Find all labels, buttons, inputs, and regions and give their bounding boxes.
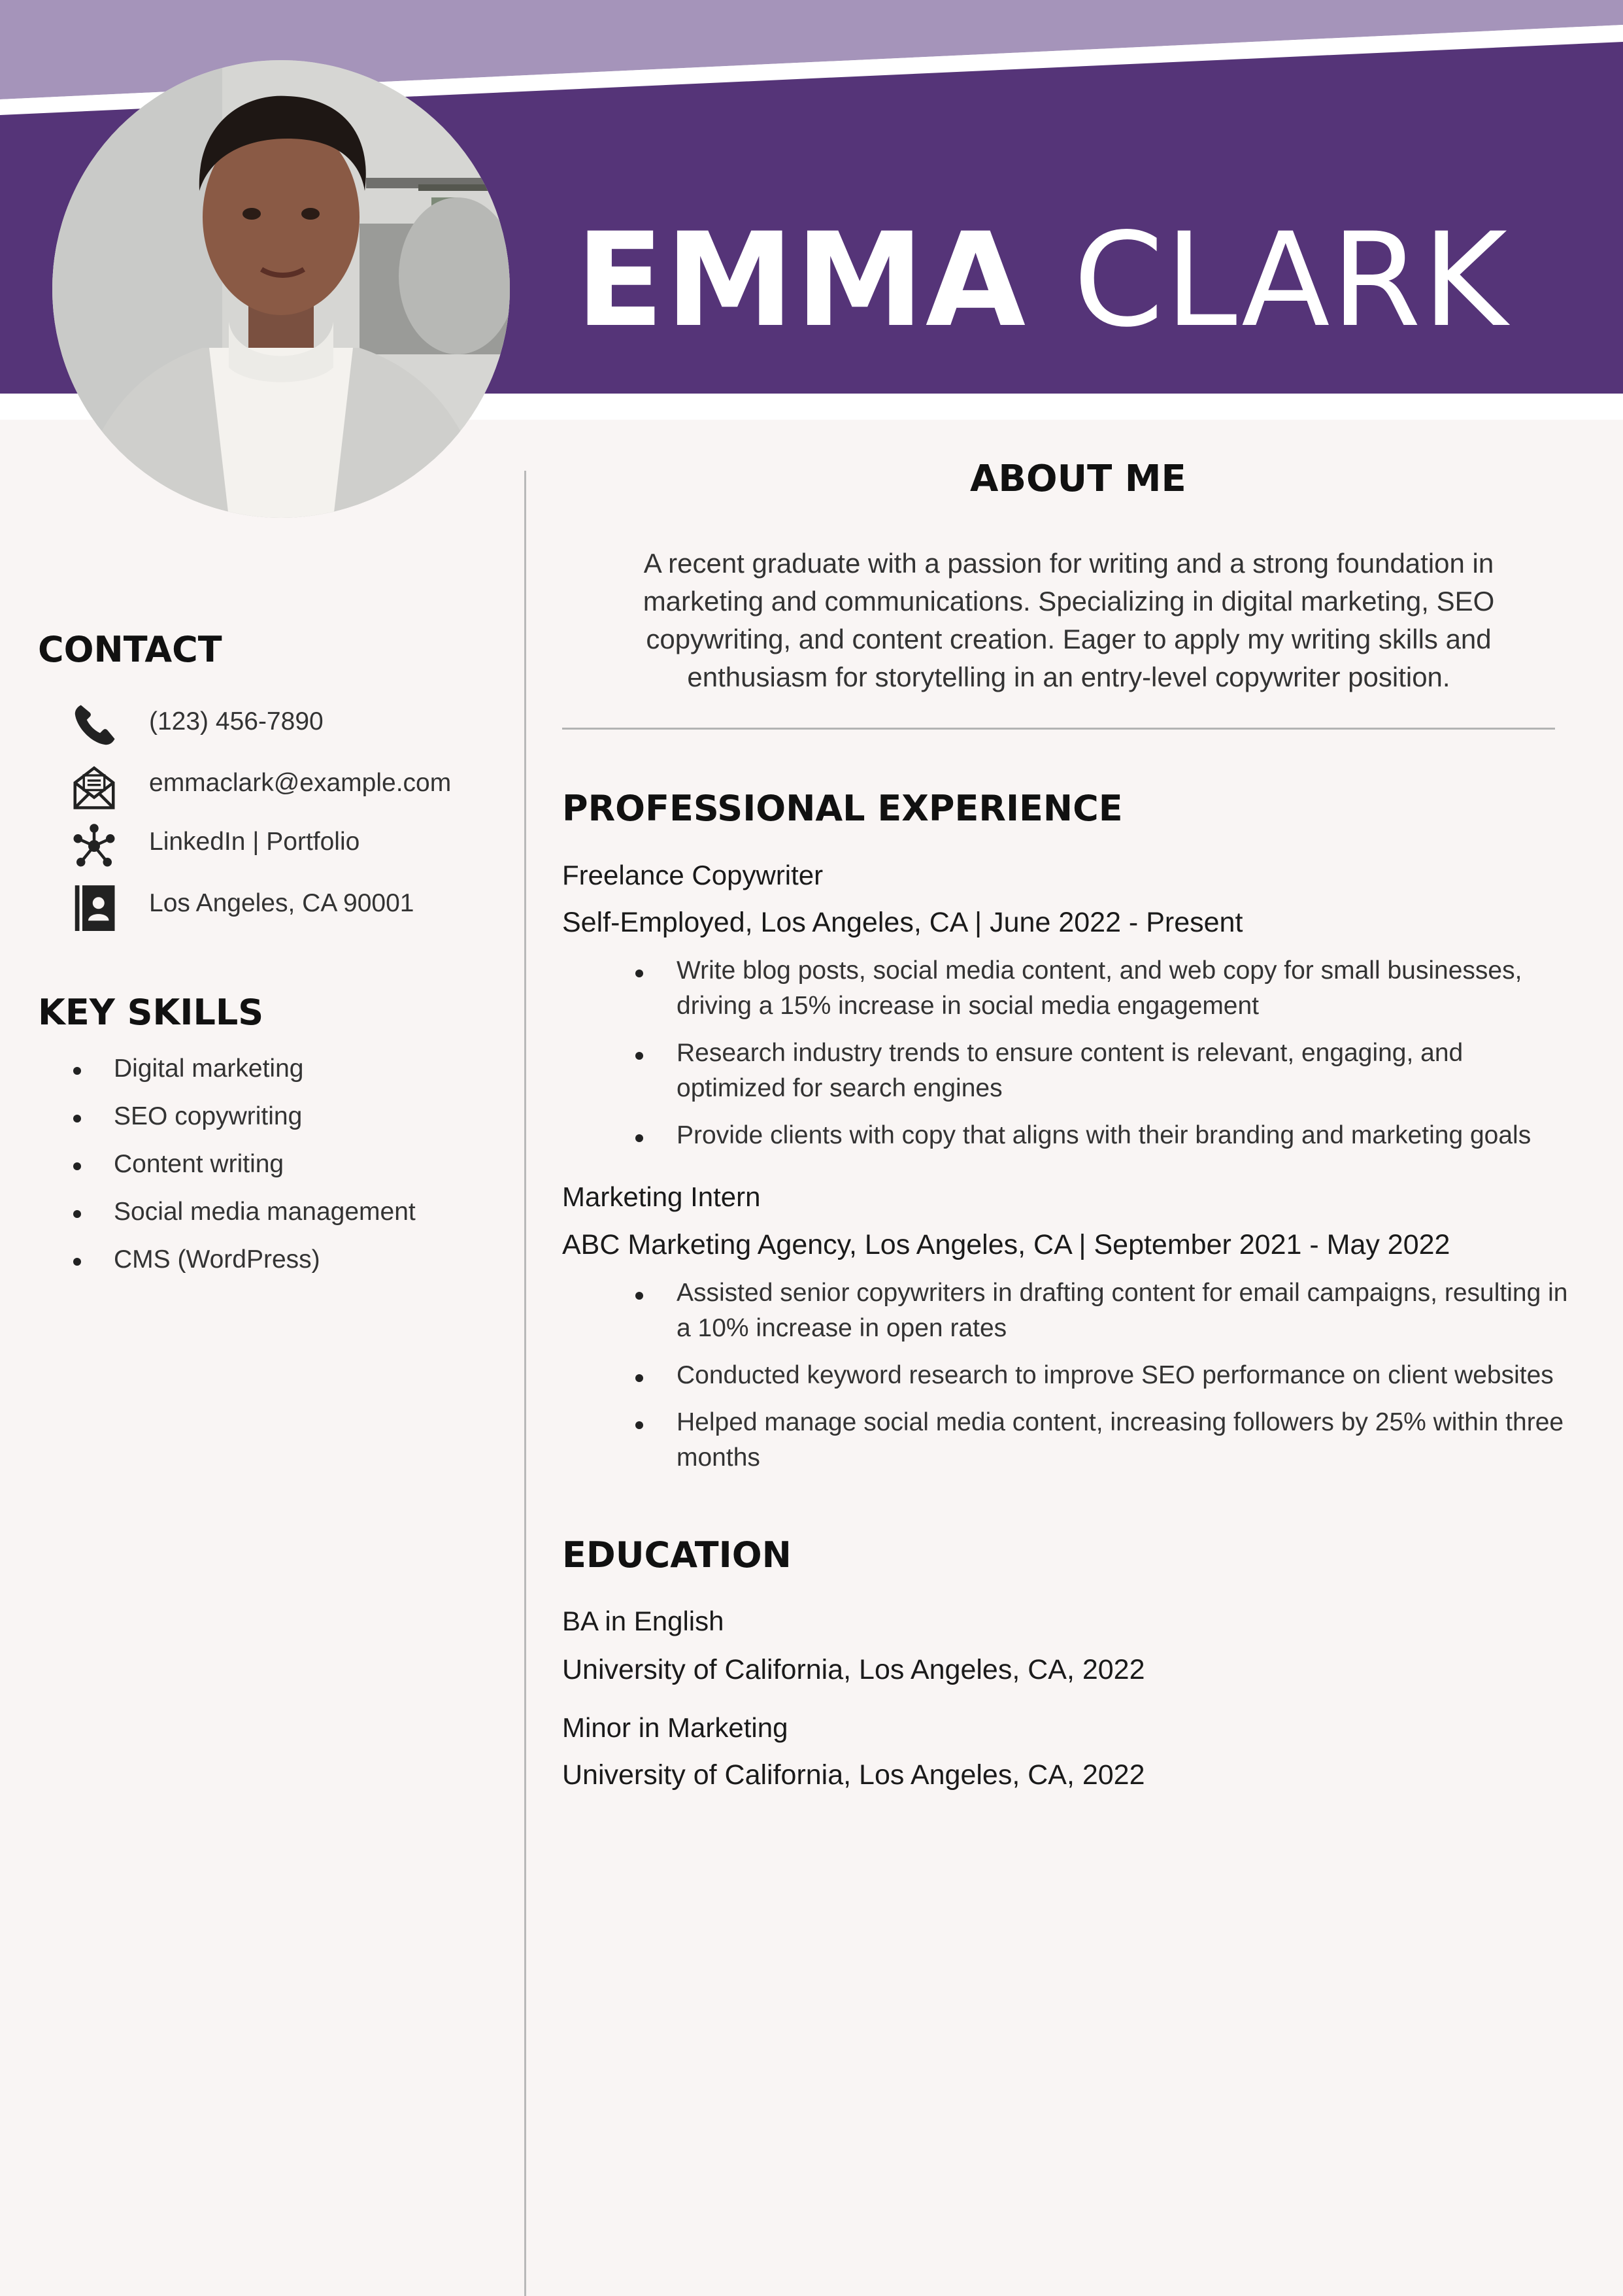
links-text[interactable]: LinkedIn | Portfolio [149, 828, 360, 856]
email-text[interactable]: emmaclark@example.com [149, 769, 452, 797]
skill-item: Social media management [38, 1197, 416, 1245]
skills-heading: KEY SKILLS [38, 992, 264, 1033]
network-icon [71, 822, 118, 869]
job-bullets [562, 953, 1582, 1153]
about-line: copywriting, and content creation. Eager to apply my writing skills and [646, 624, 1492, 654]
education-heading: EDUCATION [562, 1534, 792, 1576]
column-divider [524, 471, 526, 2296]
about-heading: ABOUT ME [970, 458, 1186, 500]
experience-heading: PROFESSIONAL EXPERIENCE [562, 788, 1123, 829]
job-title: Marketing Intern [562, 1181, 761, 1212]
candidate-name [575, 205, 1509, 356]
about-line: enthusiasm for storytelling in an entry-level copywriter position. [687, 662, 1450, 692]
skill-item: SEO copywriting [38, 1102, 416, 1149]
address-book-icon [71, 884, 118, 931]
job-bullet: Provide clients with copy that aligns with their branding and marketing goals [562, 1118, 1582, 1153]
skill-item: Content writing [38, 1149, 416, 1197]
contact-links[interactable] [71, 819, 515, 871]
profile-photo [52, 60, 510, 518]
skills-list [38, 1054, 416, 1292]
location-text: Los Angeles, CA 90001 [149, 889, 414, 917]
skill-item: Digital marketing [38, 1054, 416, 1102]
contact-heading: CONTACT [38, 629, 222, 670]
school: University of California, Los Angeles, CA, 2022 [562, 1654, 1145, 1685]
phone-text: (123) 456-7890 [149, 707, 324, 735]
skill-item: CMS (WordPress) [38, 1245, 416, 1292]
degree: BA in English [562, 1606, 724, 1636]
job-meta: ABC Marketing Agency, Los Angeles, CA | September 2021 - May 2022 [562, 1229, 1450, 1260]
job-bullet: Assisted senior copywriters in drafting content for email campaigns, resulting in a 10% increase in open rates [562, 1275, 1582, 1346]
job-bullet: Research industry trends to ensure content is relevant, engaging, and optimized for search engines [562, 1036, 1582, 1106]
job-meta: Self-Employed, Los Angeles, CA | June 2022 - Present [562, 907, 1243, 938]
contact-phone [71, 698, 515, 751]
section-divider [562, 728, 1555, 730]
job-bullets [562, 1275, 1582, 1476]
job-title: Freelance Copywriter [562, 860, 824, 890]
first-name: EMMA [575, 205, 1028, 356]
about-paragraph [588, 545, 1549, 696]
envelope-icon [71, 764, 118, 811]
about-line: A recent graduate with a passion for writing and a strong foundation in [643, 548, 1494, 579]
last-name: CLARK [1073, 205, 1509, 356]
contact-location [71, 880, 515, 932]
job-bullet: Conducted keyword research to improve SEO performance on client websites [562, 1358, 1582, 1393]
degree: Minor in Marketing [562, 1712, 788, 1743]
school: University of California, Los Angeles, CA, 2022 [562, 1759, 1145, 1791]
phone-icon [71, 702, 118, 749]
job-bullet: Write blog posts, social media content, and web copy for small businesses, driving a 15% increase in social media engagement [562, 953, 1582, 1024]
about-line: marketing and communications. Specializing in digital marketing, SEO [643, 586, 1495, 616]
contact-email[interactable] [71, 760, 515, 812]
job-bullet: Helped manage social media content, increasing followers by 25% within three months [562, 1405, 1582, 1476]
